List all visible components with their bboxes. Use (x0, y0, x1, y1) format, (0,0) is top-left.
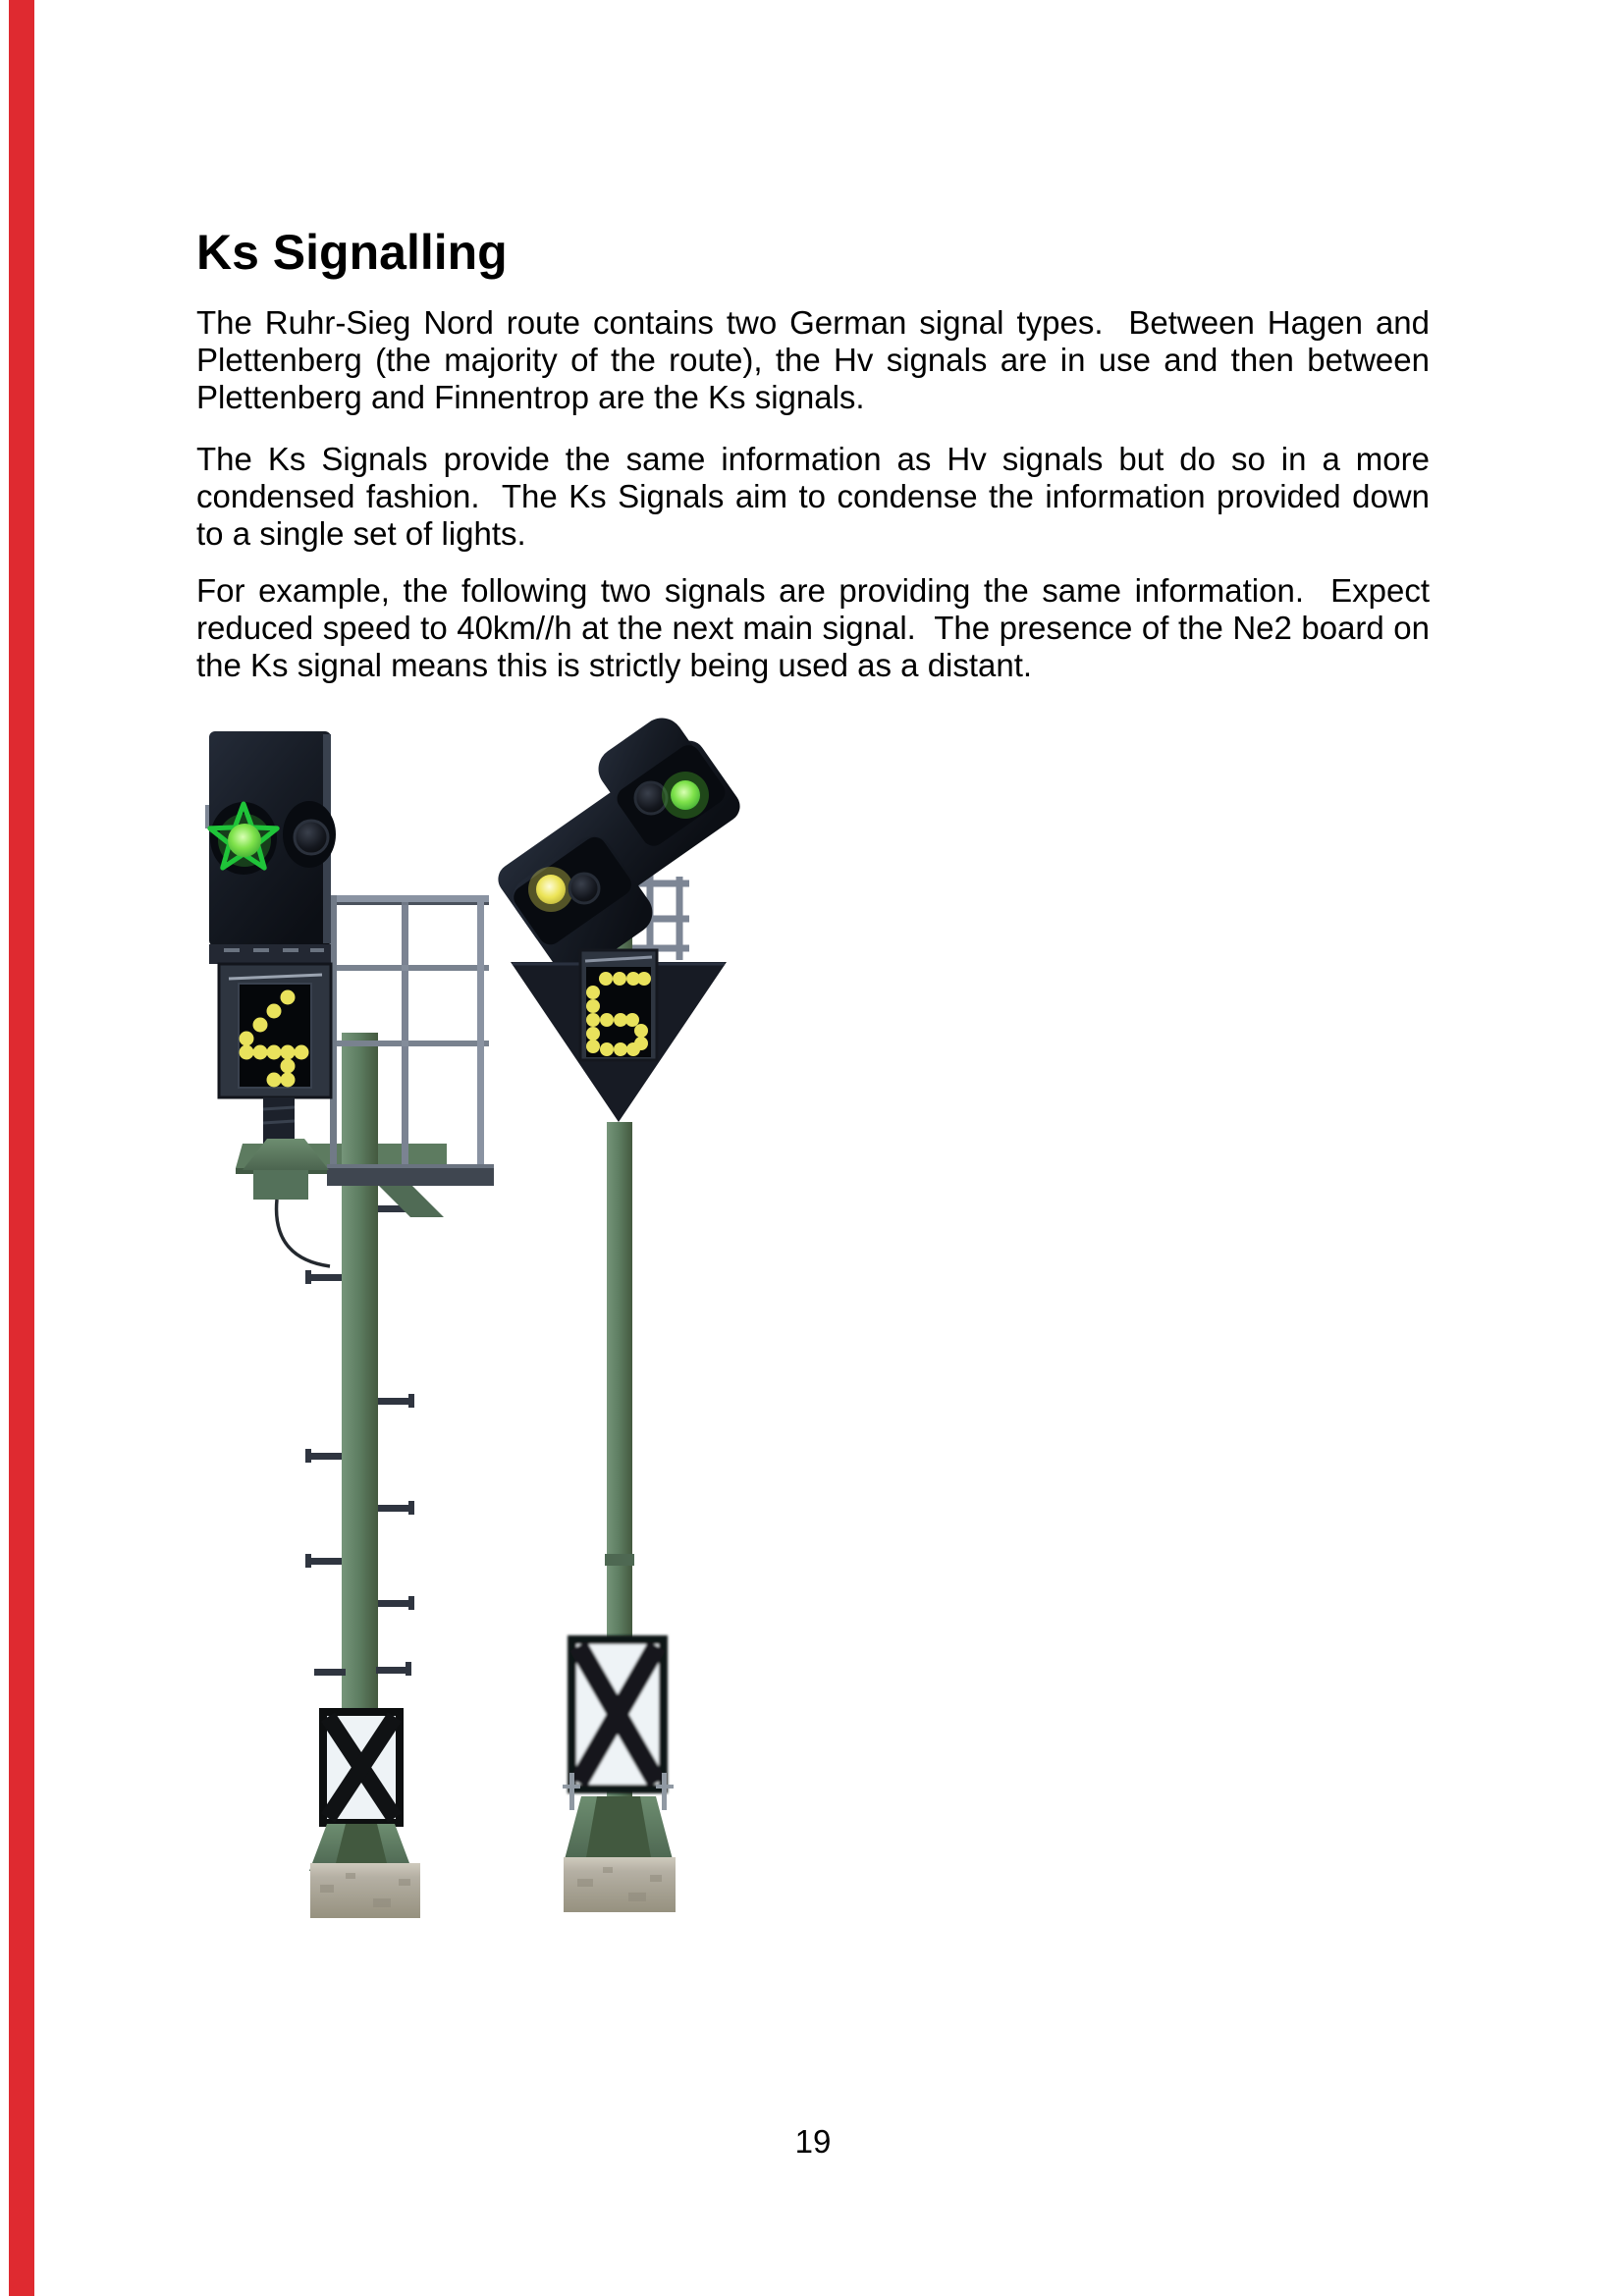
yellow-light (536, 875, 566, 904)
paragraph-example-signals: For example, the following two signals are providing the same information. Expect reduced speed to 40km//h at the next main signal. The presence of the Ne2 board on the Ks signal means this is strictly being used as a distant. (196, 572, 1430, 683)
mast-foot-shade (585, 1796, 652, 1863)
green-star-light (228, 824, 261, 857)
green-light (671, 780, 700, 810)
paragraph-route-signal-types: The Ruhr-Sieg Nord route contains two German signal types. Between Hagen and Plettenberg (the majority of the route), the Hv signals are in use and then between Plettenberg and Finnentrop are the Ks signals. (196, 304, 1430, 415)
ne2-board-right (568, 1635, 668, 1793)
speed-indicator-4-display (219, 964, 331, 1097)
head-base-casting (243, 1139, 329, 1170)
head-hinge-strip (209, 944, 331, 964)
page-number: 19 (794, 2123, 832, 2160)
dark-lens (569, 874, 599, 903)
hv-signal (205, 731, 494, 1918)
paragraph-ks-condensed: The Ks Signals provide the same information as Hv signals but do so in a more condensed fashion. The Ks Signals aim to condense the information provided down to a single set of lights. (196, 441, 1430, 552)
dark-lens (295, 821, 328, 854)
page-title: Ks Signalling (196, 224, 508, 280)
head-base-housing (253, 1170, 308, 1200)
ks-signal (471, 706, 768, 1912)
platform-strut (379, 1186, 444, 1217)
signal-cable (277, 1200, 330, 1266)
ne2-board-left (319, 1708, 404, 1827)
ks-signal-head (471, 706, 768, 984)
speed-indicator-6-display (580, 950, 657, 1060)
mast-collar (605, 1554, 634, 1566)
